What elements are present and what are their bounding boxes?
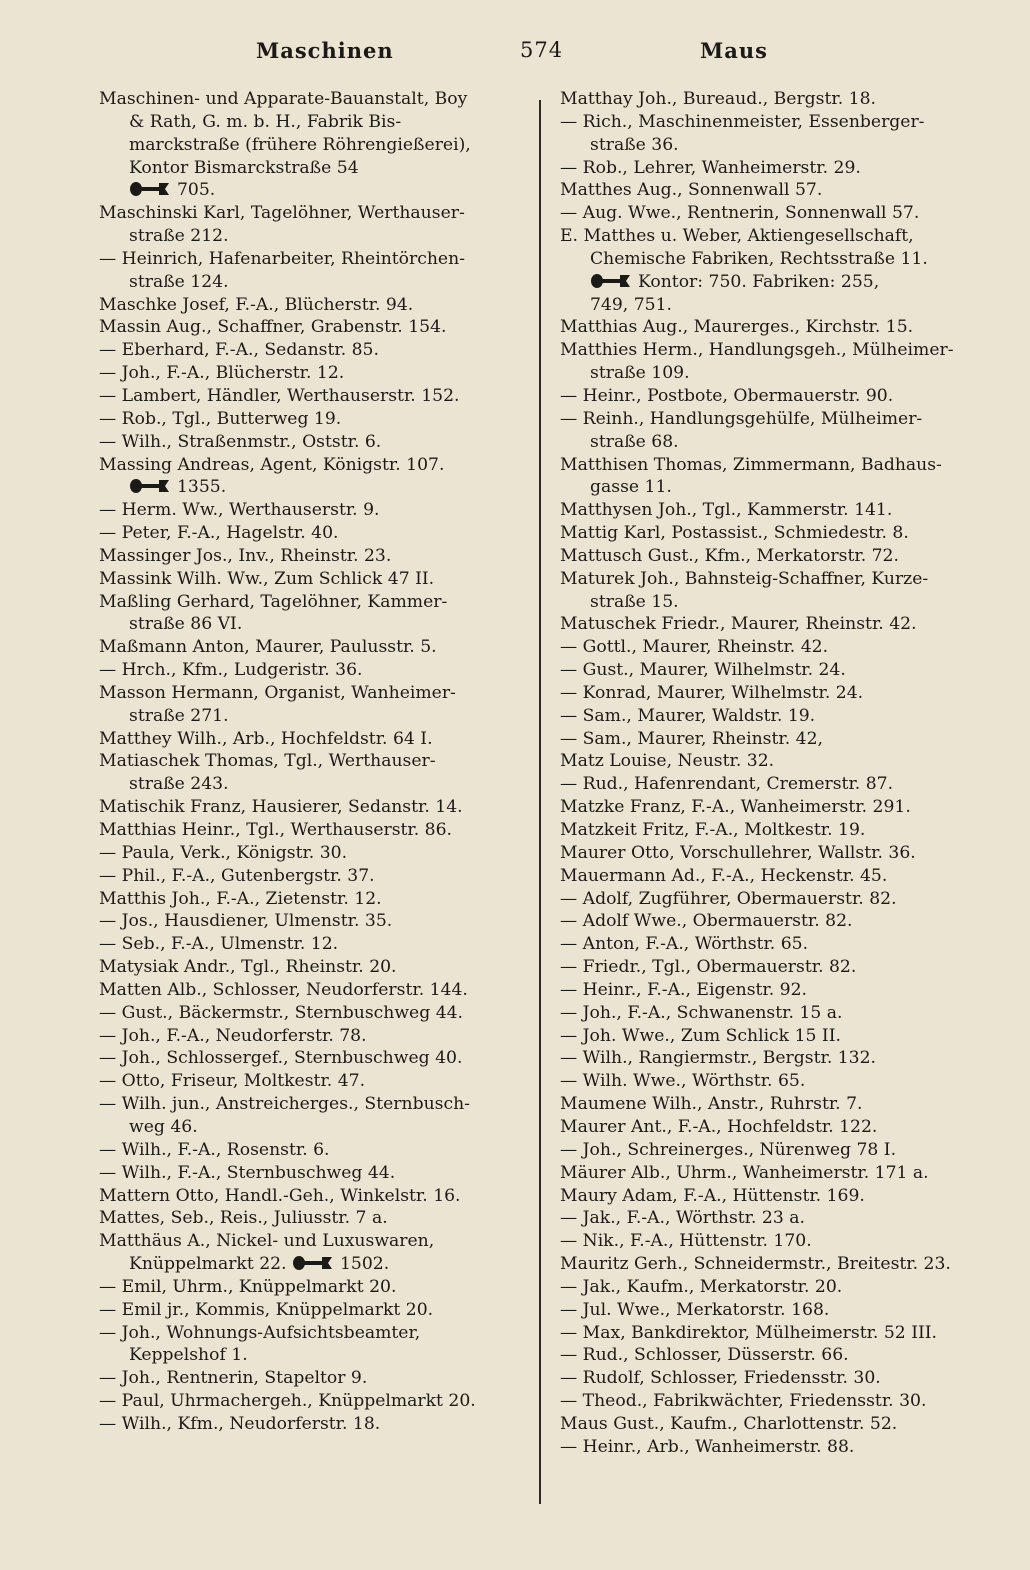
entry-line: — Emil jr., Kommis, Knüppelmarkt 20. bbox=[99, 1299, 434, 1320]
entry-line: Mattes, Seb., Reis., Juliusstr. 7 a. bbox=[99, 1208, 388, 1229]
directory-entry bbox=[530, 865, 988, 888]
directory-entry bbox=[530, 316, 988, 339]
directory-entry bbox=[530, 1139, 988, 1162]
directory-entry bbox=[69, 956, 525, 979]
entry-line: — Herm. Ww., Werthauserstr. 9. bbox=[99, 500, 380, 521]
directory-entry bbox=[530, 1047, 988, 1070]
entry-line: Maschke Josef, F.-A., Blücherstr. 94. bbox=[99, 294, 414, 315]
entry-line: — Rud., Hafenrendant, Cremerstr. 87. bbox=[560, 774, 894, 795]
directory-entry bbox=[530, 454, 988, 500]
entry-line: — Wilh., Kfm., Neudorferstr. 18. bbox=[99, 1413, 381, 1434]
entry-line: — Jak., F.-A., Wörthstr. 23 a. bbox=[560, 1208, 805, 1229]
entry-line: Massink Wilh. Ww., Zum Schlick 47 II. bbox=[99, 568, 435, 589]
entry-line: Maschinen- und Apparate-Bauanstalt, Boy bbox=[99, 89, 468, 109]
directory-entry bbox=[69, 248, 525, 294]
entry-line: — Adolf, Zugführer, Obermauerstr. 82. bbox=[560, 888, 897, 909]
entry-line: straße 36. bbox=[590, 134, 679, 155]
entry-line: — Friedr., Tgl., Obermauerstr. 82. bbox=[560, 957, 857, 978]
entry-text: 705. bbox=[177, 180, 216, 201]
directory-entry bbox=[69, 431, 525, 454]
entry-line: Maschinski Karl, Tagelöhner, Werthauser- bbox=[99, 203, 465, 224]
entry-line: straße 124. bbox=[129, 271, 229, 292]
directory-entry bbox=[69, 1185, 525, 1208]
directory-entry bbox=[69, 636, 525, 659]
entry-line: straße 212. bbox=[129, 226, 229, 247]
directory-entry bbox=[530, 111, 988, 157]
entry-line: — Rob., Lehrer, Wanheimerstr. 29. bbox=[560, 157, 861, 178]
directory-entry bbox=[530, 157, 988, 180]
entry-line: — Phil., F.-A., Gutenbergstr. 37. bbox=[99, 865, 375, 886]
entry-line: Mauritz Gerh., Schneidermstr., Breitestr. 23. bbox=[560, 1254, 951, 1275]
directory-entry bbox=[69, 316, 525, 339]
directory-entry bbox=[530, 979, 988, 1002]
directory-entry bbox=[530, 1185, 988, 1208]
directory-entry bbox=[530, 179, 988, 202]
entry-line: Matiaschek Thomas, Tgl., Werthauser- bbox=[99, 751, 436, 772]
directory-entry bbox=[69, 750, 525, 796]
entry-line: — Peter, F.-A., Hagelstr. 40. bbox=[99, 523, 339, 544]
entry-line: 749, 751. bbox=[590, 294, 673, 315]
entry-line: — Paula, Verk., Königstr. 30. bbox=[99, 842, 348, 863]
entry-line: Chemische Fabriken, Rechtsstraße 11. bbox=[590, 248, 928, 269]
directory-entry bbox=[530, 88, 988, 111]
entry-line: — Aug. Wwe., Rentnerin, Sonnenwall 57. bbox=[560, 203, 920, 224]
directory-entry bbox=[69, 842, 525, 865]
entry-line: — Gust., Maurer, Wilhelmstr. 24. bbox=[560, 660, 846, 681]
entry-line: Maurer Ant., F.-A., Hochfeldstr. 122. bbox=[560, 1116, 878, 1137]
directory-entry bbox=[530, 1070, 988, 1093]
entry-line: Matthias Heinr., Tgl., Werthauserstr. 86. bbox=[99, 820, 453, 840]
telephone-icon bbox=[590, 272, 634, 290]
directory-entry bbox=[69, 1413, 525, 1436]
entry-line: straße 243. bbox=[129, 774, 229, 795]
entry-line: — Heinr., Arb., Wanheimerstr. 88. bbox=[560, 1436, 855, 1457]
entry-line: — Otto, Friseur, Moltkestr. 47. bbox=[99, 1071, 366, 1092]
directory-entry bbox=[530, 1207, 988, 1230]
entry-line: Matzkeit Fritz, F.-A., Moltkestr. 19. bbox=[560, 820, 866, 840]
directory-entry bbox=[530, 1025, 988, 1048]
directory-entry bbox=[69, 1093, 525, 1139]
entry-line: — Joh., F.-A., Schwanenstr. 15 a. bbox=[560, 1002, 843, 1023]
entry-line: — Wilh., F.-A., Sternbuschweg 44. bbox=[99, 1162, 396, 1183]
entry-text: Knüppelmarkt 22. bbox=[129, 1254, 292, 1275]
entry-line: — Gust., Bäckermstr., Sternbuschweg 44. bbox=[99, 1002, 464, 1023]
entry-line: Maumene Wilh., Anstr., Ruhrstr. 7. bbox=[560, 1094, 863, 1115]
directory-entry bbox=[69, 659, 525, 682]
directory-entry bbox=[69, 202, 525, 248]
directory-entry bbox=[69, 910, 525, 933]
directory-entry bbox=[530, 1322, 988, 1345]
entry-line: Mäurer Alb., Uhrm., Wanheimerstr. 171 a. bbox=[560, 1162, 929, 1183]
entry-line: Matten Alb., Schlosser, Neudorferstr. 144. bbox=[99, 979, 468, 1000]
directory-entry bbox=[530, 1002, 988, 1025]
entry-line: — Lambert, Händler, Werthauserstr. 152. bbox=[99, 385, 460, 406]
entry-line: — Nik., F.-A., Hüttenstr. 170. bbox=[560, 1231, 812, 1252]
entry-line: Matthey Wilh., Arb., Hochfeldstr. 64 I. bbox=[99, 728, 433, 749]
directory-entry bbox=[69, 1367, 525, 1390]
entry-line: — Jak., Kaufm., Merkatorstr. 20. bbox=[560, 1276, 843, 1297]
directory-entry bbox=[530, 1299, 988, 1322]
entry-line: — Joh., F.-A., Neudorferstr. 78. bbox=[99, 1025, 367, 1046]
entry-line: — Joh., Schreinerges., Nürenweg 78 I. bbox=[560, 1139, 897, 1160]
entry-line: — Joh., Wohnungs-Aufsichtsbeamter, bbox=[99, 1322, 421, 1343]
directory-entry bbox=[69, 88, 525, 179]
directory-entry bbox=[530, 1230, 988, 1253]
entry-line: straße 271. bbox=[129, 705, 229, 726]
entry-line: marckstraße (frühere Röhrengießerei), bbox=[129, 134, 471, 155]
directory-entry bbox=[530, 1276, 988, 1299]
entry-line: gasse 11. bbox=[590, 477, 672, 498]
entry-line: Massing Andreas, Agent, Königstr. 107. bbox=[99, 454, 445, 475]
entry-line: Matthay Joh., Bureaud., Bergstr. 18. bbox=[560, 89, 876, 109]
entry-line: — Max, Bankdirektor, Mülheimerstr. 52 III. bbox=[560, 1322, 938, 1343]
entry-line: Mattig Karl, Postassist., Schmiedestr. 8. bbox=[560, 523, 909, 544]
directory-entry bbox=[69, 682, 525, 728]
directory-entry bbox=[530, 842, 988, 865]
directory-entry bbox=[530, 522, 988, 545]
entry-line: Matthisen Thomas, Zimmermann, Badhaus- bbox=[560, 454, 942, 475]
directory-entry bbox=[69, 796, 525, 819]
entry-line: — Wilh., Straßenmstr., Oststr. 6. bbox=[99, 431, 382, 452]
entry-line: — Rich., Maschinenmeister, Essenberger- bbox=[560, 111, 925, 132]
telephone-icon bbox=[129, 180, 173, 198]
entry-line: — Emil, Uhrm., Knüppelmarkt 20. bbox=[99, 1276, 397, 1297]
directory-entry bbox=[69, 408, 525, 431]
directory-entry bbox=[69, 499, 525, 522]
entry-line: — Heinrich, Hafenarbeiter, Rheintörchen- bbox=[99, 248, 465, 269]
directory-entry bbox=[530, 682, 988, 705]
directory-entry bbox=[530, 613, 988, 636]
entry-text: 1502. bbox=[340, 1254, 390, 1275]
directory-entry bbox=[530, 1093, 988, 1116]
entry-line: — Seb., F.-A., Ulmenstr. 12. bbox=[99, 934, 339, 955]
entry-line: Matthes Aug., Sonnenwall 57. bbox=[560, 180, 823, 201]
entry-line: Maßling Gerhard, Tagelöhner, Kammer- bbox=[99, 591, 448, 612]
entry-line: Matysiak Andr., Tgl., Rheinstr. 20. bbox=[99, 957, 397, 978]
directory-entry bbox=[69, 591, 525, 637]
entry-line: straße 15. bbox=[590, 591, 679, 612]
entry-line: — Rob., Tgl., Butterweg 19. bbox=[99, 408, 342, 429]
directory-entry bbox=[530, 1116, 988, 1139]
directory-entry bbox=[69, 362, 525, 385]
directory-entry bbox=[69, 1070, 525, 1093]
directory-entry bbox=[530, 568, 988, 614]
entry-line: Massin Aug., Schaffner, Grabenstr. 154. bbox=[99, 317, 447, 338]
entry-line: Matischik Franz, Hausierer, Sedanstr. 14. bbox=[99, 797, 463, 818]
directory-entry bbox=[69, 1162, 525, 1185]
directory-entry bbox=[530, 1253, 988, 1276]
directory-entry bbox=[530, 1413, 988, 1436]
directory-entry bbox=[69, 454, 525, 477]
entry-line: — Hrch., Kfm., Ludgeristr. 36. bbox=[99, 660, 363, 681]
entry-line: — Adolf Wwe., Obermauerstr. 82. bbox=[560, 911, 853, 932]
directory-entry bbox=[530, 1344, 988, 1367]
entry-line: Masson Hermann, Organist, Wanheimer- bbox=[99, 682, 456, 703]
entry-line: — Jul. Wwe., Merkatorstr. 168. bbox=[560, 1299, 830, 1320]
directory-entry bbox=[69, 545, 525, 568]
directory-entry bbox=[530, 225, 988, 316]
entry-line: Matthies Herm., Handlungsgeh., Mülheimer- bbox=[560, 340, 954, 361]
directory-entry bbox=[530, 636, 988, 659]
header-left-keyword: Maschinen bbox=[256, 38, 394, 63]
entry-line: Mauermann Ad., F.-A., Heckenstr. 45. bbox=[560, 865, 888, 886]
right-column bbox=[560, 88, 988, 1459]
entry-line: Mattern Otto, Handl.-Geh., Winkelstr. 16. bbox=[99, 1185, 461, 1206]
entry-line: — Joh., Schlossergef., Sternbuschweg 40. bbox=[99, 1048, 463, 1069]
directory-entry bbox=[69, 1299, 525, 1322]
entry-line: Matthysen Joh., Tgl., Kammerstr. 141. bbox=[560, 500, 893, 521]
directory-entry bbox=[69, 819, 525, 842]
directory-entry bbox=[530, 956, 988, 979]
telephone-icon bbox=[292, 1254, 336, 1272]
directory-entry bbox=[69, 1322, 525, 1368]
entry-line: — Wilh. Wwe., Wörthstr. 65. bbox=[560, 1071, 806, 1092]
directory-entry bbox=[69, 522, 525, 545]
directory-entry bbox=[69, 339, 525, 362]
entry-line bbox=[99, 476, 525, 499]
entry-line: Matthäus A., Nickel- und Luxuswaren, bbox=[99, 1231, 435, 1252]
directory-entry bbox=[530, 750, 988, 773]
entry-line: — Paul, Uhrmachergeh., Knüppelmarkt 20. bbox=[99, 1391, 476, 1412]
entry-line: — Heinr., Postbote, Obermauerstr. 90. bbox=[560, 385, 894, 406]
directory-entry bbox=[69, 1047, 525, 1070]
entry-line: — Wilh., F.-A., Rosenstr. 6. bbox=[99, 1139, 330, 1160]
directory-entry bbox=[69, 888, 525, 911]
entry-line: — Anton, F.-A., Wörthstr. 65. bbox=[560, 934, 809, 955]
directory-entry bbox=[530, 773, 988, 796]
directory-entry bbox=[530, 545, 988, 568]
entry-line: Matthias Aug., Maurerges., Kirchstr. 15. bbox=[560, 317, 914, 338]
entry-line: & Rath, G. m. b. H., Fabrik Bis- bbox=[129, 111, 402, 132]
directory-entry bbox=[69, 1025, 525, 1048]
directory-entry bbox=[69, 933, 525, 956]
entry-line: Maßmann Anton, Maurer, Paulusstr. 5. bbox=[99, 637, 437, 658]
directory-entry bbox=[69, 865, 525, 888]
directory-entry bbox=[530, 888, 988, 911]
entry-line: — Sam., Maurer, Waldstr. 19. bbox=[560, 705, 816, 726]
entry-line: — Sam., Maurer, Rheinstr. 42, bbox=[560, 728, 823, 749]
entry-line bbox=[99, 179, 525, 202]
entry-line: — Eberhard, F.-A., Sedanstr. 85. bbox=[99, 340, 379, 361]
directory-entry bbox=[69, 728, 525, 751]
directory-entry bbox=[530, 933, 988, 956]
page-header bbox=[96, 38, 986, 74]
entry-line: E. Matthes u. Weber, Aktiengesellschaft, bbox=[560, 226, 914, 247]
page-number: 574 bbox=[520, 38, 564, 62]
entry-line: — Gottl., Maurer, Rheinstr. 42. bbox=[560, 637, 829, 658]
entry-line: — Konrad, Maurer, Wilhelmstr. 24. bbox=[560, 682, 864, 703]
entry-line: Matzke Franz, F.-A., Wanheimerstr. 291. bbox=[560, 797, 911, 818]
entry-line: Matuschek Friedr., Maurer, Rheinstr. 42. bbox=[560, 614, 917, 635]
directory-entry bbox=[530, 819, 988, 842]
entry-line: Mattusch Gust., Kfm., Merkatorstr. 72. bbox=[560, 545, 899, 566]
entry-line: — Rudolf, Schlosser, Friedensstr. 30. bbox=[560, 1368, 881, 1389]
directory-entry bbox=[530, 408, 988, 454]
entry-line: — Reinh., Handlungsgehülfe, Mülheimer- bbox=[560, 408, 923, 429]
entry-line: — Joh. Wwe., Zum Schlick 15 II. bbox=[560, 1025, 841, 1046]
directory-entry bbox=[69, 476, 525, 499]
directory-entry bbox=[69, 979, 525, 1002]
entry-line: — Wilh. jun., Anstreicherges., Sternbusch- bbox=[99, 1094, 470, 1115]
entry-line: Matthis Joh., F.-A., Zietenstr. 12. bbox=[99, 888, 382, 909]
directory-entry bbox=[69, 1230, 525, 1276]
directory-entry bbox=[530, 705, 988, 728]
directory-entry bbox=[69, 294, 525, 317]
directory-entry bbox=[530, 1390, 988, 1413]
directory-entry bbox=[530, 339, 988, 385]
entry-line: Maurer Otto, Vorschullehrer, Wallstr. 36. bbox=[560, 842, 916, 863]
entry-line: — Joh., Rentnerin, Stapeltor 9. bbox=[99, 1368, 368, 1389]
entry-text: 1355. bbox=[177, 477, 227, 498]
directory-entry bbox=[530, 1367, 988, 1390]
entry-line: Maury Adam, F.-A., Hüttenstr. 169. bbox=[560, 1185, 865, 1206]
entry-line: — Wilh., Rangiermstr., Bergstr. 132. bbox=[560, 1048, 877, 1069]
left-column bbox=[99, 88, 525, 1436]
entry-text: Kontor: 750. Fabriken: 255, bbox=[638, 271, 880, 292]
directory-entry bbox=[69, 385, 525, 408]
entry-line: Massinger Jos., Inv., Rheinstr. 23. bbox=[99, 545, 392, 566]
entry-line bbox=[560, 271, 988, 294]
directory-entry bbox=[530, 910, 988, 933]
directory-entry bbox=[530, 728, 988, 751]
directory-entry bbox=[530, 1162, 988, 1185]
entry-line: Keppelshof 1. bbox=[129, 1345, 248, 1366]
directory-entry bbox=[530, 499, 988, 522]
directory-entry bbox=[69, 179, 525, 202]
entry-line: — Heinr., F.-A., Eigenstr. 92. bbox=[560, 979, 808, 1000]
directory-entry bbox=[530, 659, 988, 682]
entry-line: Matz Louise, Neustr. 32. bbox=[560, 751, 775, 772]
header-right-keyword: Maus bbox=[700, 38, 768, 63]
entry-line: straße 86 VI. bbox=[129, 614, 243, 635]
telephone-icon bbox=[129, 477, 173, 495]
directory-entry bbox=[69, 568, 525, 591]
directory-entry bbox=[530, 1436, 988, 1459]
entry-line: straße 68. bbox=[590, 431, 679, 452]
directory-entry bbox=[69, 1139, 525, 1162]
directory-entry bbox=[69, 1276, 525, 1299]
entry-line: weg 46. bbox=[129, 1116, 198, 1137]
directory-entry bbox=[530, 796, 988, 819]
directory-entry bbox=[530, 385, 988, 408]
directory-entry bbox=[69, 1002, 525, 1025]
directory-entry bbox=[69, 1207, 525, 1230]
entry-line: Kontor Bismarckstraße 54 bbox=[129, 157, 359, 178]
entry-line: Maus Gust., Kaufm., Charlottenstr. 52. bbox=[560, 1413, 898, 1434]
entry-line bbox=[99, 1253, 525, 1276]
entry-line: — Joh., F.-A., Blücherstr. 12. bbox=[99, 363, 345, 384]
entry-line: Maturek Joh., Bahnsteig-Schaffner, Kurze- bbox=[560, 568, 929, 589]
entry-line: — Theod., Fabrikwächter, Friedensstr. 30. bbox=[560, 1391, 927, 1412]
directory-entry bbox=[69, 1390, 525, 1413]
directory-entry bbox=[530, 202, 988, 225]
entry-line: straße 109. bbox=[590, 363, 690, 384]
entry-line: — Rud., Schlosser, Düsserstr. 66. bbox=[560, 1345, 849, 1366]
entry-line: — Jos., Hausdiener, Ulmenstr. 35. bbox=[99, 911, 393, 932]
